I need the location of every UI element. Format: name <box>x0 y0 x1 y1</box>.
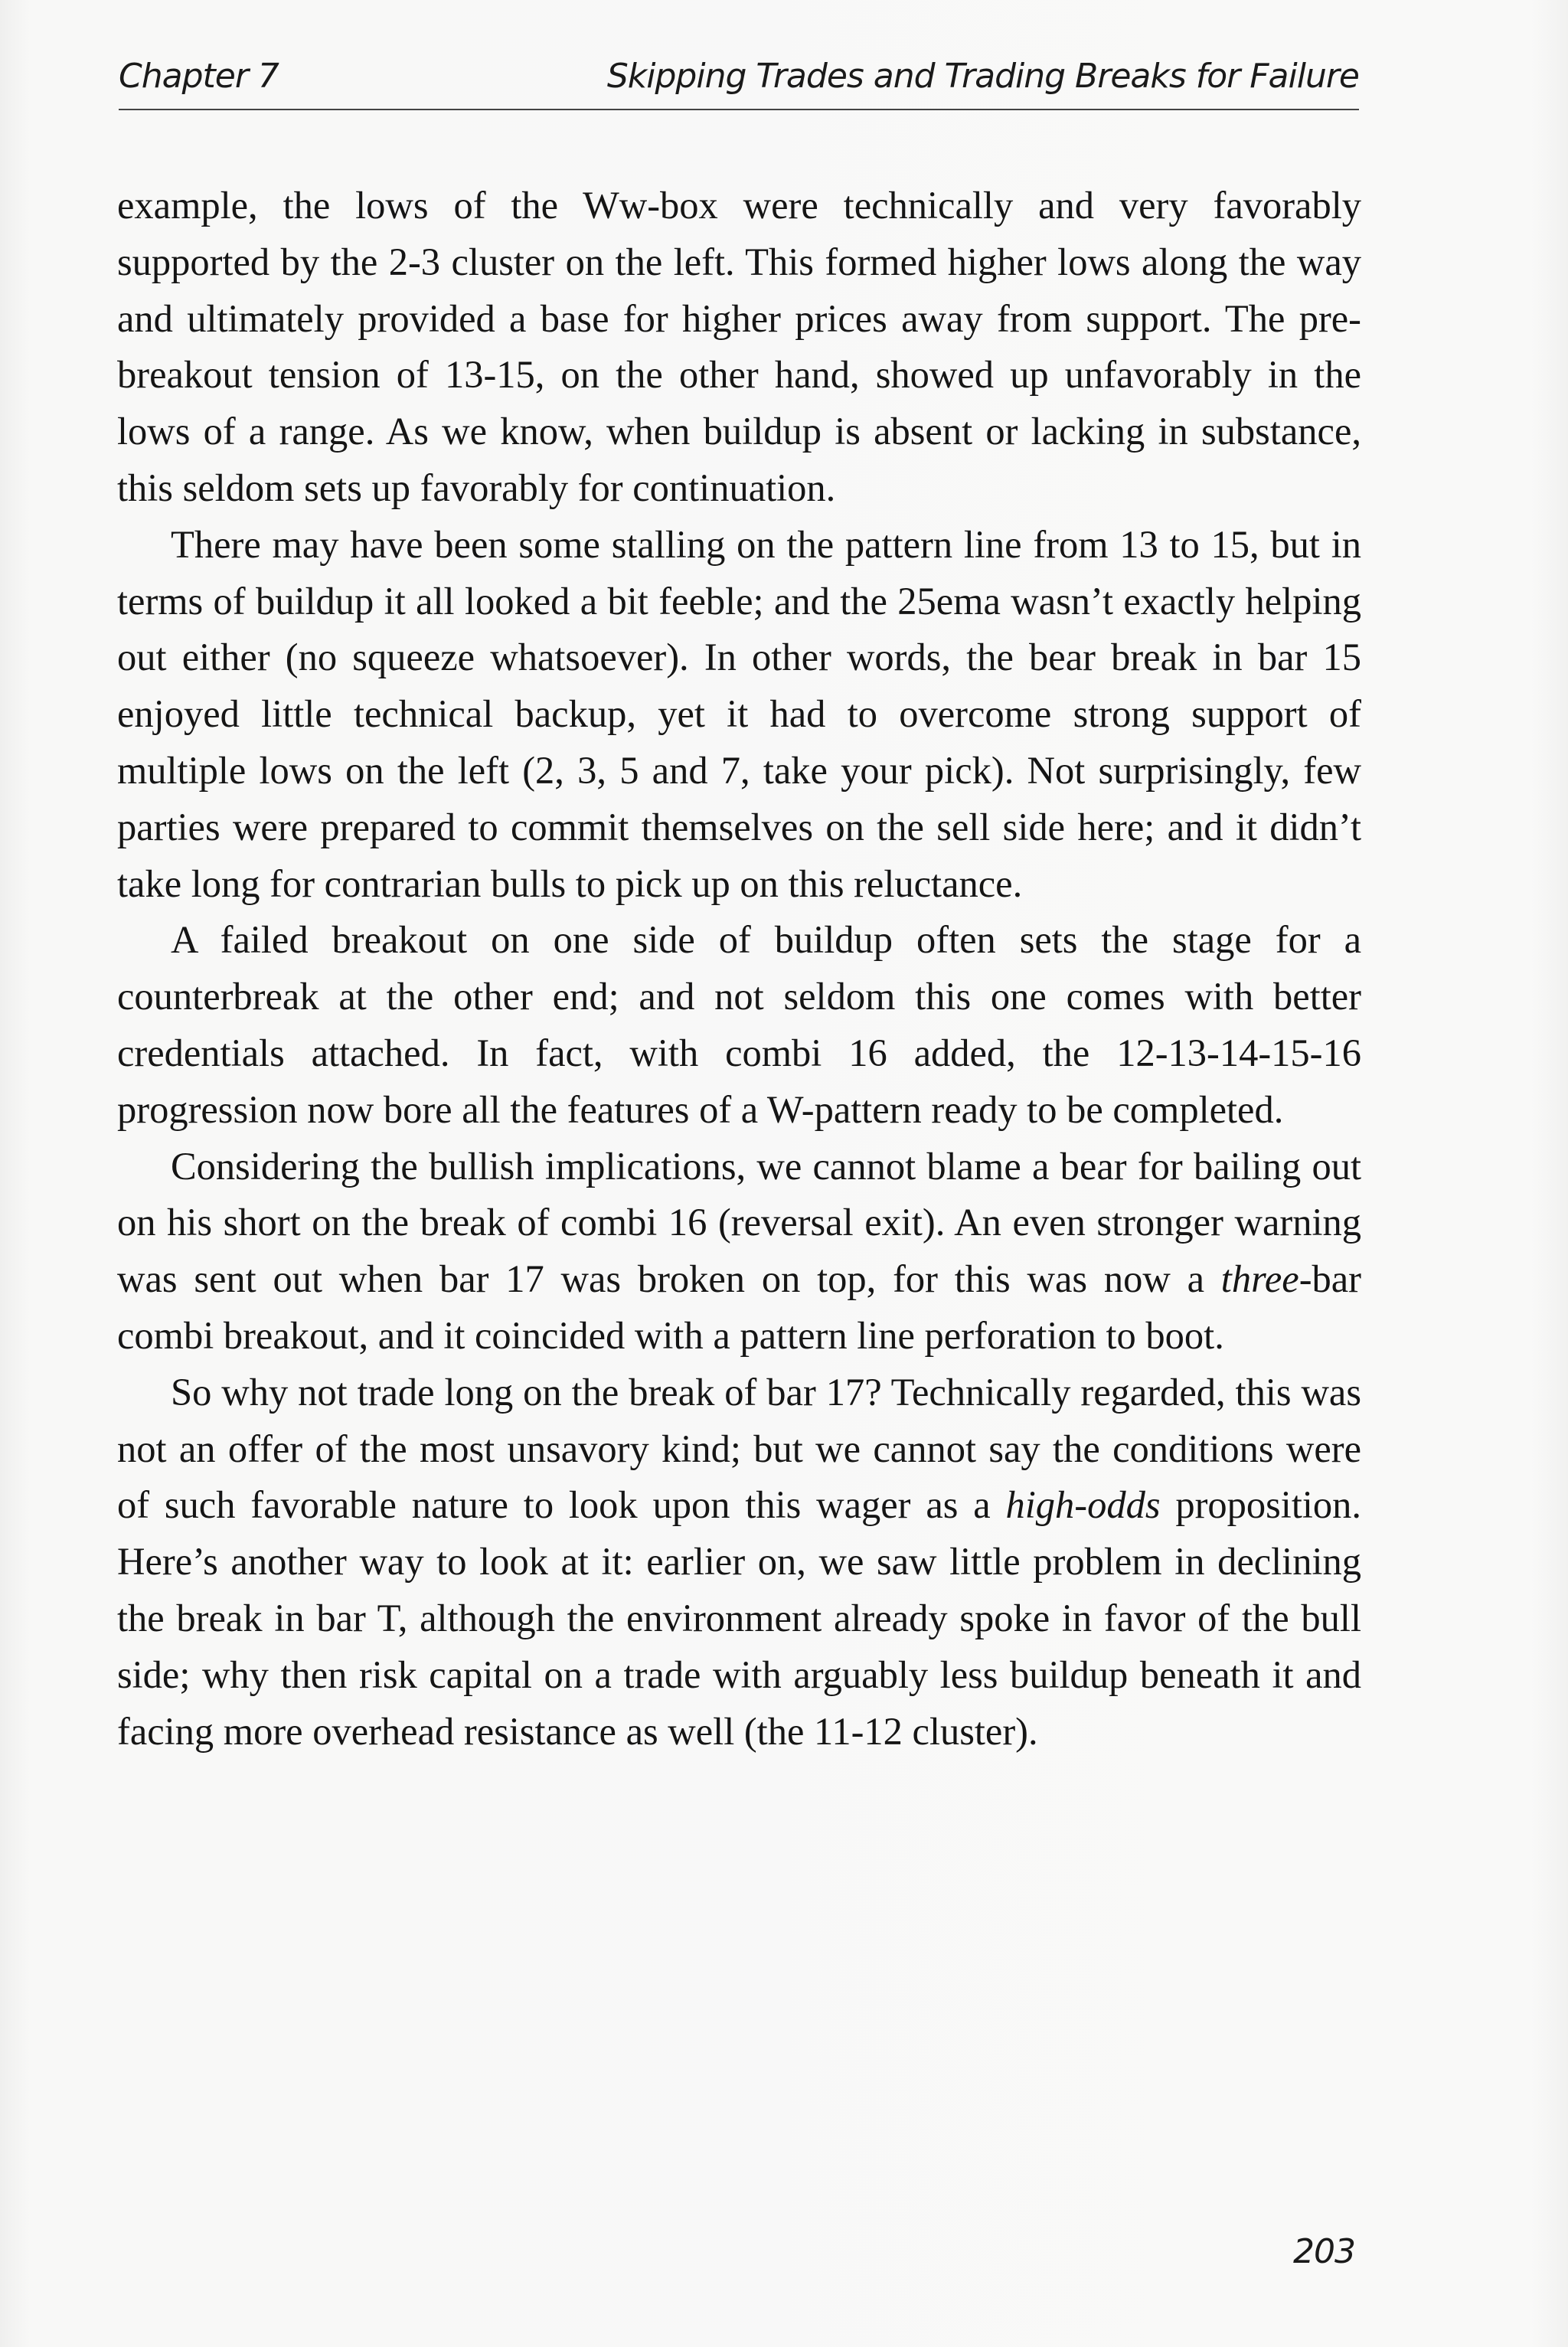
running-header <box>119 47 1359 109</box>
emphasis-text: high-odds <box>1005 1483 1161 1527</box>
paragraph-text: example, the lows of the Ww-box were technically and very favorably supported by the 2-3 cluster on the left. This formed higher lows along the way and ultimately provided a base for higher prices away from support. The pre-breakout tension of 13-15, on the other hand, showed up unfavorably in the lows of a range. As we know, when buildup is absent or lacking in substance, this seldom sets up favorably for continuation. <box>117 184 1361 509</box>
chapter-label: Chapter 7 <box>119 57 279 96</box>
page-number: 203 <box>1293 2232 1355 2271</box>
paragraph <box>117 1365 1361 1760</box>
emphasis-text: three <box>1220 1257 1299 1301</box>
paragraph-text: So why not trade long on the break of bar 17? Technically regarded, this was not an offer of the most unsavory kind; but we cannot say the conditions were of such favorable nature to look upon this wager as a <box>117 1370 1361 1527</box>
body-text <box>117 178 1361 1760</box>
paragraph-text: -bar combi breakout, and it coincided with a pattern line perforation to boot. <box>117 1257 1361 1357</box>
paragraph <box>117 912 1361 1138</box>
paragraph-text: proposition. Here’s another way to look at it: earlier on, we saw little problem in declining the break in bar T, although the environment already spoke in favor of the bull side; why then risk capital on a trade with arguably less buildup beneath it and facing more overhead resistance as well (the 11-12 cluster). <box>117 1483 1362 1753</box>
paragraph-text: There may have been some stalling on the pattern line from 13 to 15, but in terms of buildup it all looked a bit feeble; and the 25ema wasn’t exactly helping out either (no squeeze whatsoever). In other words, the bear break in bar 15 enjoyed little technical backup, yet it had to overcome strong support of multiple lows on the left (2, 3, 5 and 7, take your pick). Not surprisingly, few parties were prepared to commit themselves on the sell side here; and it didn’t take long for contrarian bulls to pick up on this reluctance. <box>117 522 1361 905</box>
paragraph-text: A failed breakout on one side of buildup often sets the stage for a counterbreak at the other end; and not seldom this one comes with better credentials attached. In fact, with combi 16 added, the 12-13-14-15-16 progression now bore all the features of a W-pattern ready to be completed. <box>117 918 1361 1131</box>
header-rule <box>119 109 1359 110</box>
paragraph <box>117 178 1361 517</box>
running-title: Skipping Trades and Trading Breaks for Failure <box>606 57 1359 96</box>
paragraph <box>117 1139 1361 1365</box>
paragraph <box>117 517 1361 913</box>
paragraph-text: Considering the bullish implications, we cannot blame a bear for bailing out on his short on the break of combi 16 (reversal exit). An even stronger warning was sent out when bar 17 was broken on top, for this was now a <box>117 1144 1361 1301</box>
